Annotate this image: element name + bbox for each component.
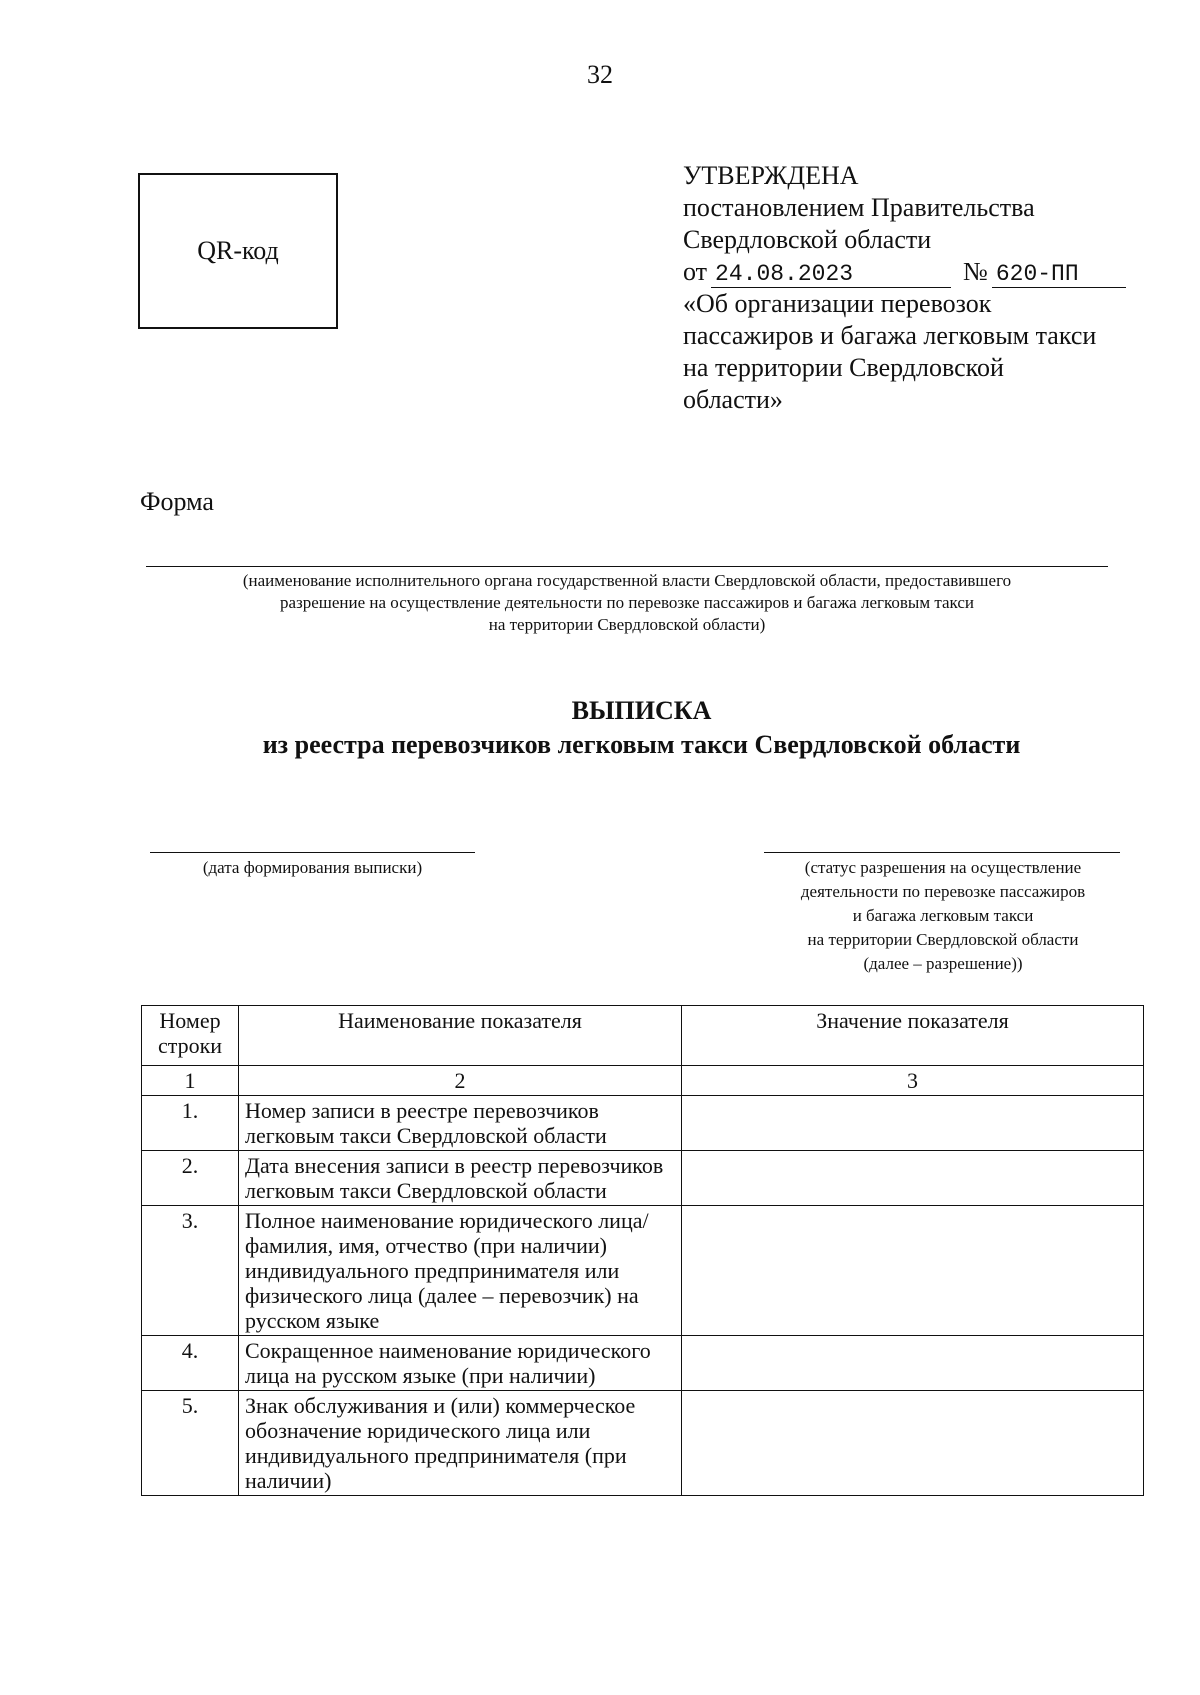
number-prefix: № [963, 257, 988, 286]
approval-heading: УТВЕРЖДЕНА [683, 161, 859, 190]
index-col-1: 1 [142, 1066, 239, 1096]
header-indicator-name: Наименование показателя [239, 1006, 682, 1066]
table-row [142, 1151, 1144, 1206]
form-label: Форма [140, 487, 214, 516]
row-number: 4. [142, 1336, 239, 1391]
row-indicator-name: Полное наименование юридического лица/фамилия, имя, отчество (при наличии) индивидуального предпринимателя или физического лица (далее – перевозчик) на русском языке [239, 1206, 682, 1336]
approval-date-line [683, 256, 1173, 288]
approval-title-4: области» [683, 385, 783, 414]
row-indicator-name: Дата внесения записи в реестр перевозчиков легковым такси Свердловской области [239, 1151, 682, 1206]
row-indicator-name: Номер записи в реестре перевозчиков легковым такси Свердловской области [239, 1096, 682, 1151]
index-col-3: 3 [682, 1066, 1144, 1096]
document-title-line-2: из реестра перевозчиков легковым такси Свердловской области [262, 730, 1021, 759]
row-number: 1. [142, 1096, 239, 1151]
qr-code-placeholder [138, 173, 338, 329]
row-number: 3. [142, 1206, 239, 1336]
organ-caption-line-1: (наименование исполнительного органа государственной власти Свердловской области, предоставившего [242, 571, 1012, 590]
row-indicator-value [682, 1391, 1144, 1496]
date-prefix: от [683, 257, 708, 286]
page-number: 32 [587, 60, 613, 89]
table-row [142, 1336, 1144, 1391]
header-indicator-value: Значение показателя [682, 1006, 1144, 1066]
organ-caption-line-3: на территории Свердловской области) [488, 615, 766, 634]
approval-number: 620-ПП [992, 261, 1126, 288]
table-row [142, 1206, 1144, 1336]
status-caption-line-2: деятельности по перевозке пассажиров [800, 882, 1086, 901]
row-number: 5. [142, 1391, 239, 1496]
row-indicator-value [682, 1151, 1144, 1206]
table-row [142, 1096, 1144, 1151]
index-col-2: 2 [239, 1066, 682, 1096]
approval-title-1: «Об организации перевозок [683, 289, 992, 318]
date-field-line [150, 852, 475, 853]
date-caption: (дата формирования выписки) [202, 858, 423, 877]
document-title-line-1: ВЫПИСКА [571, 696, 712, 725]
organ-caption-line-2: разрешение на осуществление деятельности по перевозке пассажиров и багажа легковым такси [279, 593, 974, 612]
row-indicator-value [682, 1336, 1144, 1391]
table-header-row [142, 1006, 1144, 1066]
organ-name-field-line [146, 566, 1108, 567]
table-index-row [142, 1066, 1144, 1096]
approval-line-1: постановлением Правительства [683, 193, 1035, 222]
row-indicator-value [682, 1206, 1144, 1336]
status-caption-line-5: (далее – разрешение)) [863, 954, 1023, 973]
approval-date: 24.08.2023 [711, 261, 951, 288]
row-indicator-value [682, 1096, 1144, 1151]
status-caption-line-3: и багажа легковым такси [852, 906, 1034, 925]
status-caption-line-1: (статус разрешения на осуществление [804, 858, 1082, 877]
row-number: 2. [142, 1151, 239, 1206]
approval-title-3: на территории Свердловской [683, 353, 1004, 382]
document-title [0, 694, 1200, 762]
approval-line-2: Свердловской области [683, 225, 932, 254]
approval-title-2: пассажиров и багажа легковым такси [683, 321, 1097, 350]
row-indicator-name: Знак обслуживания и (или) коммерческое обозначение юридического лица или индивидуального предпринимателя (при наличии) [239, 1391, 682, 1496]
organ-caption [146, 570, 1108, 636]
approval-block [683, 160, 1173, 416]
status-field-line [764, 852, 1120, 853]
status-caption-line-4: на территории Свердловской области [807, 930, 1079, 949]
table-row [142, 1391, 1144, 1496]
qr-code-label: QR-код [197, 236, 279, 265]
register-extract-table [141, 1005, 1144, 1496]
row-indicator-name: Сокращенное наименование юридического лица на русском языке (при наличии) [239, 1336, 682, 1391]
header-row-number: Номер строки [142, 1006, 239, 1066]
status-caption [758, 856, 1128, 976]
